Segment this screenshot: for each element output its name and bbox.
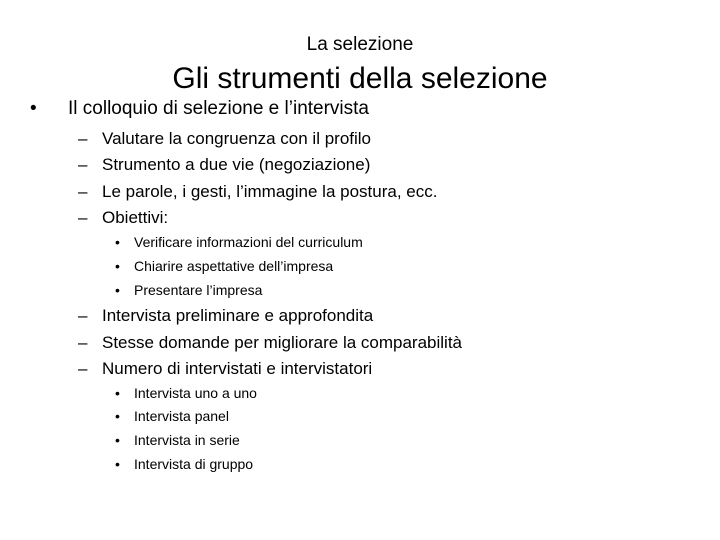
slide-title-text: Gli strumenti della selezione xyxy=(172,62,548,95)
list-item-text: Strumento a due vie (negoziazione) xyxy=(102,155,371,174)
dash-marker: – xyxy=(78,129,88,148)
main-bullet-text: Il colloquio di selezione e l’intervista xyxy=(68,98,369,119)
list-item-text: Intervista preliminare e approfondita xyxy=(102,306,374,325)
list-item-text: Stesse domande per migliorare la comparabilità xyxy=(102,333,463,352)
list-item-text: Le parole, i gesti, l’immagine la postura, ecc. xyxy=(102,182,438,201)
list-item-text: Obiettivi: xyxy=(102,208,169,227)
bullet-marker: • xyxy=(115,432,120,448)
list-item-text: Intervista uno a uno xyxy=(134,385,257,401)
list-item-text: Valutare la congruenza con il profilo xyxy=(102,129,372,148)
bullet-marker: • xyxy=(115,408,120,424)
slide-title xyxy=(0,62,720,96)
dash-marker: – xyxy=(78,182,88,201)
list-item-text: Intervista di gruppo xyxy=(134,456,254,472)
list-item-text: Intervista in serie xyxy=(134,432,240,448)
bullet-marker: • xyxy=(115,385,120,401)
list-item-text: Intervista panel xyxy=(134,408,229,424)
dash-marker: – xyxy=(78,155,88,174)
slide-supertitle: La selezione xyxy=(306,34,414,55)
bullet-marker: • xyxy=(115,258,120,274)
list-item-text: Numero di intervistati e intervistatori xyxy=(102,359,373,378)
dash-marker: – xyxy=(78,333,88,352)
bullet-marker: • xyxy=(115,282,120,298)
list-item-text: Verificare informazioni del curriculum xyxy=(134,234,363,250)
dash-marker: – xyxy=(78,208,88,227)
bullet-marker: • xyxy=(30,98,37,119)
bullet-marker: • xyxy=(115,456,120,472)
list-item-text: Chiarire aspettative dell’impresa xyxy=(134,258,334,274)
dash-marker: – xyxy=(78,359,88,378)
dash-marker: – xyxy=(78,306,88,325)
list-item-text: Presentare l’impresa xyxy=(134,282,263,298)
bullet-marker: • xyxy=(115,234,120,250)
